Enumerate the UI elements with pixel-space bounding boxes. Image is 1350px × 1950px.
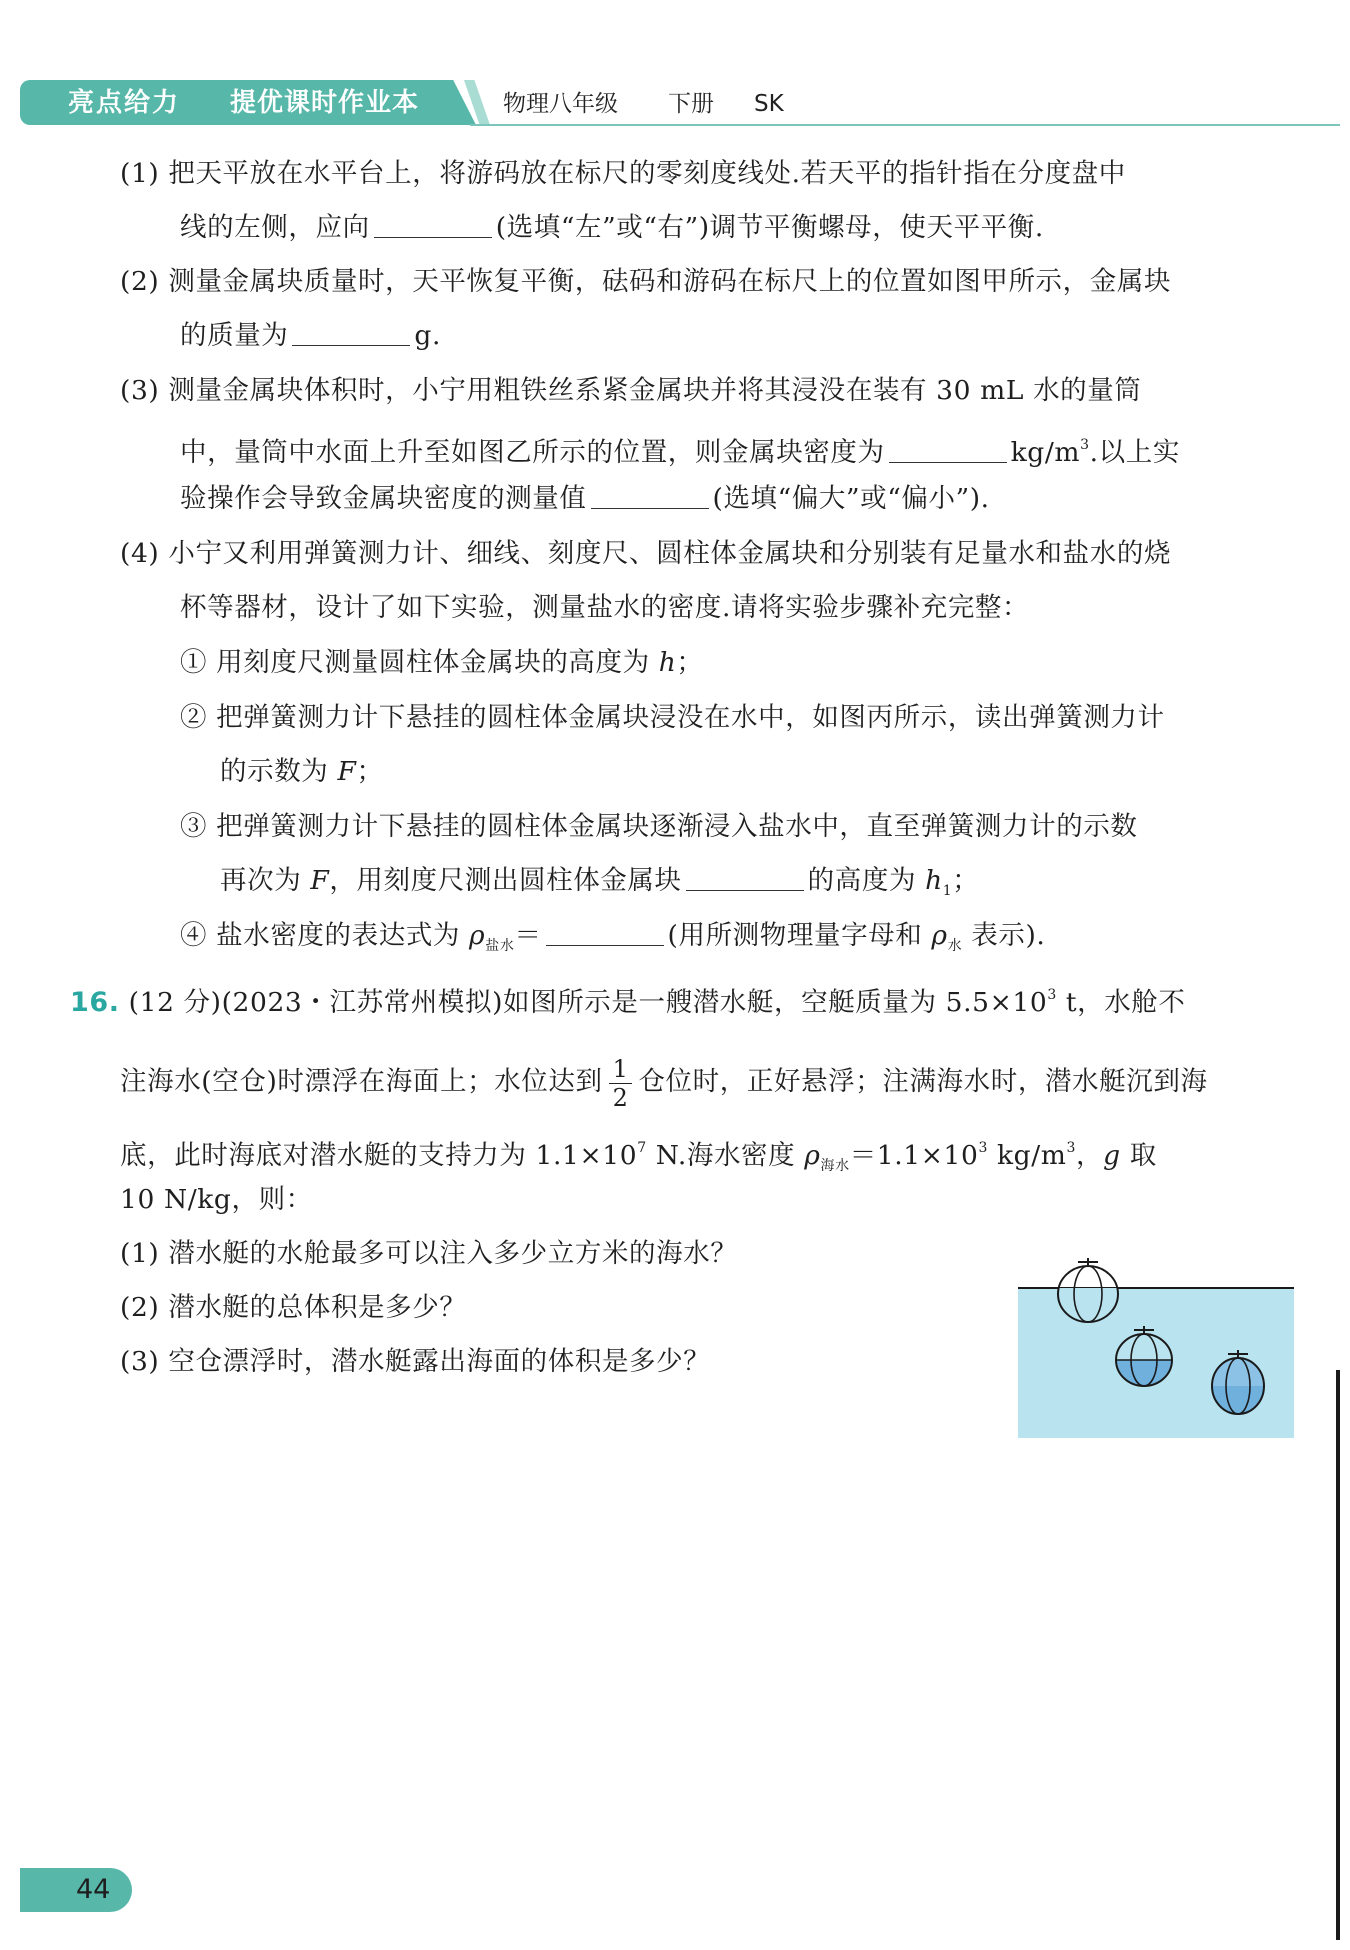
q16-exp-1: 3	[1047, 987, 1057, 1003]
q15-step1	[180, 645, 704, 681]
fraction-numerator: 1	[609, 1055, 633, 1084]
q15-part3-line1: (3) 测量金属块体积时，小宁用粗铁丝系紧金属块并将其浸没在装有 30 mL 水的量筒	[120, 375, 1142, 406]
q15-part3-text-d: 验操作会导致金属块密度的测量值	[180, 483, 587, 514]
q16-line4: 10 N/kg，则：	[120, 1184, 313, 1215]
q15-step3-text-b: ，用刻度尺测出圆柱体金属块	[329, 865, 682, 896]
q15-part1-text-b: (选填“左”或“右”)调节平衡螺母，使天平平衡.	[495, 212, 1044, 243]
q15-part2-line1: (2) 测量金属块质量时，天平恢复平衡，砝码和游码在标尺上的位置如图甲所示，金属块	[120, 266, 1172, 297]
q15-part2-text-a: 的质量为	[180, 320, 289, 351]
q15-part3-text-c: .以上实	[1089, 437, 1180, 468]
q15-step3-end: ；	[952, 865, 980, 896]
q15-step3-text-c: 的高度为	[807, 865, 926, 896]
q15-part1-line1: (1) 把天平放在水平台上，将游码放在标尺的零刻度线处.若天平的指针指在分度盘中	[120, 158, 1126, 189]
rho-sub-water: 水	[947, 938, 963, 954]
answer-blank-5[interactable]	[686, 864, 804, 891]
header-volume: 下册	[668, 91, 714, 117]
q16-exp-3: 3	[978, 1140, 988, 1156]
header-subject: 物理八年级	[503, 91, 618, 117]
q15-part3-text-a: 中，量筒中水面上升至如图乙所示的位置，则金属块密度为	[180, 437, 885, 468]
q15-part1-line2	[180, 210, 1044, 246]
answer-blank-4[interactable]	[591, 482, 709, 509]
q16-text-3e: ，	[1076, 1140, 1104, 1171]
q16-line3	[120, 1130, 1157, 1184]
q15-step4	[180, 918, 1045, 964]
q16-text-3c: ＝1.1×10	[849, 1140, 979, 1171]
q15-step2-text: 的示数为	[220, 756, 338, 787]
var-h1: h	[925, 865, 943, 896]
q16-exp-2: 7	[637, 1140, 647, 1156]
q15-part2-line2	[180, 318, 441, 354]
q15-part4-line1: (4) 小宁又利用弹簧测力计、细线、刻度尺、圆柱体金属块和分别装有足量水和盐水的烧	[120, 538, 1172, 569]
q15-step4-text-c: 表示).	[962, 920, 1046, 951]
q15-step2-end: ；	[356, 756, 384, 787]
var-F-2: F	[310, 865, 330, 896]
q16-sub2: (2) 潜水艇的总体积是多少？	[120, 1292, 467, 1323]
q15-step4-text-b: (用所测物理量字母和	[667, 920, 932, 951]
rho-sub-sea: 海水	[820, 1158, 850, 1174]
answer-blank-6[interactable]	[546, 919, 664, 946]
q15-part1-text-a: 线的左侧，应向	[180, 212, 370, 243]
q16-text-1: (12 分)(2023・江苏常州模拟)如图所示是一艘潜水艇，空艇质量为 5.5×10	[128, 987, 1048, 1018]
q16-text-3d: kg/m	[987, 1140, 1067, 1171]
q16-exp-4: 3	[1066, 1140, 1077, 1156]
q15-step1-end: ；	[676, 647, 704, 678]
q15-step3-line2	[220, 863, 979, 909]
page-number: 44	[76, 1874, 111, 1905]
q16-sub3: (3) 空仓漂浮时，潜水艇露出海面的体积是多少？	[120, 1346, 711, 1377]
submarine-figure	[1016, 1236, 1296, 1440]
fraction-denominator: 2	[612, 1083, 629, 1112]
q15-step2-line2	[220, 754, 384, 790]
var-F: F	[337, 756, 357, 787]
q15-part4-line2: 杯等器材，设计了如下实验，测量盐水的密度.请将实验步骤补充完整：	[180, 592, 1030, 623]
q15-part3-exp: 3	[1080, 437, 1090, 453]
var-h1-sub: 1	[942, 883, 953, 899]
answer-blank-2[interactable]	[292, 319, 410, 346]
q15-step3-text-a: 再次为	[220, 865, 311, 896]
rho-sub-salt: 盐水	[485, 938, 515, 954]
q15-step1-text: ① 用刻度尺测量圆柱体金属块的高度为	[180, 647, 659, 678]
q15-part3-line3	[180, 481, 990, 517]
var-g: g	[1103, 1140, 1121, 1171]
page-header	[0, 0, 1350, 140]
question-number: 16.	[70, 987, 120, 1018]
q16-text-3b: N.海水密度	[646, 1140, 805, 1171]
rho-symbol-2: ρ	[931, 920, 948, 951]
q15-part2-text-b: g.	[414, 320, 441, 351]
header-series: 提优课时作业本	[230, 88, 420, 118]
q16-text-3f: 取	[1120, 1140, 1157, 1171]
q16-sub1: (1) 潜水艇的水舱最多可以注入多少立方米的海水？	[120, 1238, 738, 1269]
q15-part3-text-e: (选填“偏大”或“偏小”).	[712, 483, 990, 514]
q15-part3-unit: kg/m	[1010, 437, 1081, 468]
equals-sign: ＝	[514, 920, 542, 951]
q16-text-1b: t，水舱不	[1056, 987, 1186, 1018]
header-brand: 亮点给力	[68, 88, 181, 118]
q16-text-2a: 注海水(空仓)时漂浮在海面上；水位达到	[120, 1066, 603, 1097]
q16-line1	[70, 977, 1186, 1021]
header-rule	[470, 124, 1340, 126]
q15-step2-line1: ② 把弹簧测力计下悬挂的圆柱体金属块浸没在水中，如图丙所示，读出弹簧测力计	[180, 702, 1165, 733]
answer-blank-3[interactable]	[889, 436, 1007, 463]
submarine-floating-submerged	[1058, 1288, 1118, 1346]
rho-symbol: ρ	[469, 920, 486, 951]
fraction-one-half	[609, 1055, 633, 1112]
page-edge-shadow	[1336, 1370, 1340, 1940]
submarine-floating	[1058, 1258, 1118, 1346]
answer-blank-1[interactable]	[374, 211, 492, 238]
q15-step4-text-a: ④ 盐水密度的表达式为	[180, 920, 470, 951]
q15-step3-line1: ③ 把弹簧测力计下悬挂的圆柱体金属块逐渐浸入盐水中，直至弹簧测力计的示数	[180, 811, 1138, 842]
q16-text-3a: 底，此时海底对潜水艇的支持力为 1.1×10	[120, 1140, 638, 1171]
header-edition: SK	[754, 91, 784, 117]
q16-line2	[120, 1052, 1208, 1112]
q16-text-2b: 仓位时，正好悬浮；注满海水时，潜水艇沉到海	[638, 1066, 1208, 1097]
rho-symbol-3: ρ	[804, 1140, 821, 1171]
q15-part3-line2	[180, 427, 1180, 471]
var-h: h	[658, 647, 677, 678]
